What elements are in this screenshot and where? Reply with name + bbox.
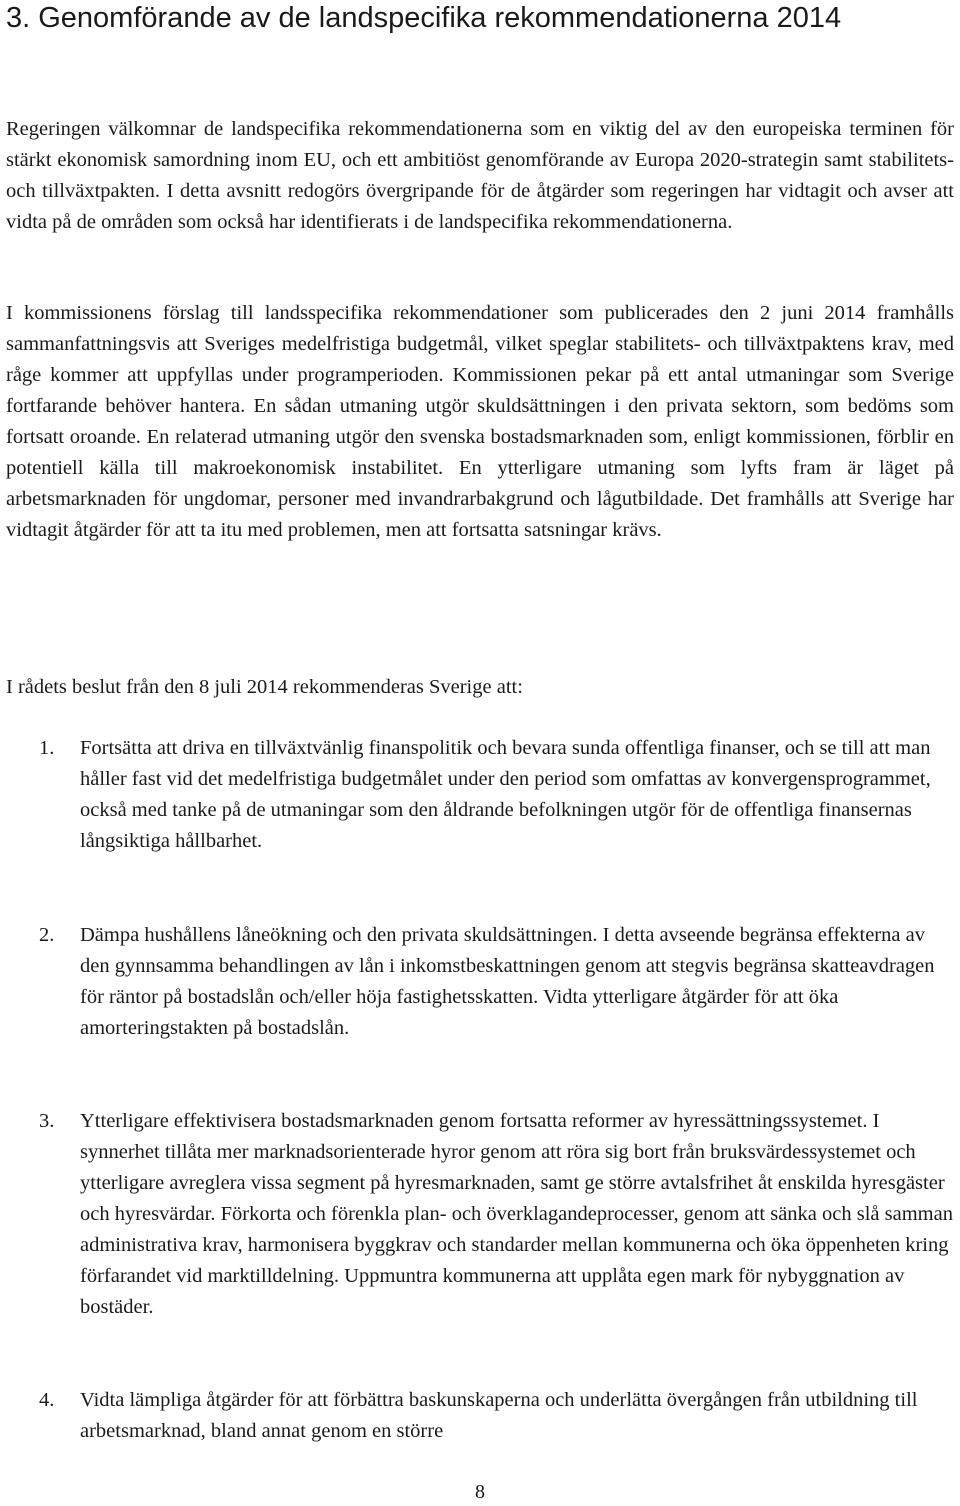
list-item-text: Vidta lämpliga åtgärder för att förbättra baskunskaperna och underlätta övergången från utbildning till arbetsmarknad, bland annat genom en större	[80, 1389, 918, 1442]
council-paragraph: I rådets beslut från den 8 juli 2014 rekommenderas Sverige att:	[6, 676, 523, 698]
list-item-text: Ytterligare effektivisera bostadsmarknaden genom fortsatta reformer av hyressättningssystemet. I synnerhet tillåta mer marknadsorienterade hyror genom att röra sig bort från bruksvärdessystemet och ytterligare avreglera vissa segment på hyresmarknaden, samt ge större avtalsfrihet åt enskilda hyresgäster och hyresvärdar. Förkorta och förenkla plan- och överklagandeprocesser, genom att sänka och slå samman administrativa krav, harmonisera byggkrav och standarder mellan kommunerna och öka öppenheten kring förfarandet vid marktilldelning. Uppmuntra kommunerna att upplåta egen mark för nybyggnation av bostäder.	[80, 1110, 953, 1318]
page-number: 8	[475, 1481, 485, 1503]
list-item-text: Fortsätta att driva en tillväxtvänlig finanspolitik och bevara sunda offentliga finanser, och se till att man håller fast vid det medelfristiga budgetmålet under den period som omfattas av konvergensprogrammet, också med tanke på de utmaningar som den åldrande befolkningen utgör för de offentliga finansernas långsiktiga hållbarhet.	[80, 737, 931, 852]
list-item-number: 4.	[39, 1389, 55, 1411]
list-item-text: Dämpa hushållens låneökning och den privata skuldsättningen. I detta avseende begränsa effekterna av den gynnsamma behandlingen av lån i inkomstbeskattningen genom att stegvis begränsa skatteavdragen för räntor på bostadslån och/eller höja fastighetsskatten. Vidta ytterligare åtgärder för att öka amorteringstakten på bostadslån.	[80, 924, 935, 1039]
list-item-number: 2.	[39, 924, 55, 946]
list-item-number: 3.	[39, 1110, 55, 1132]
list-item-number: 1.	[39, 737, 55, 759]
section-heading: 3. Genomförande av de landspecifika rekommendationerna 2014	[6, 2, 842, 34]
intro-paragraph: Regeringen välkomnar de landspecifika rekommendationerna som en viktig del av den europeiska terminen för stärkt ekonomisk samordning inom EU, och ett ambitiöst genomförande av Europa 2020-strategin samt stabilitets- och tillväxtpakten. I detta avsnitt redogörs övergripande för de åtgärder som regeringen har vidtagit och avser att vidta på de områden som också har identifierats i de landspecifika rekommendationerna.	[6, 118, 954, 233]
commission-paragraph: I kommissionens förslag till landsspecifika rekommendationer som publicerades den 2 juni 2014 framhålls sammanfattningsvis att Sveriges medelfristiga budgetmål, vilket speglar stabilitets- och tillväxtpaktens krav, med råge kommer att uppfyllas under programperioden. Kommissionen pekar på ett antal utmaningar som Sverige fortfarande behöver hantera. En sådan utmaning utgör skuldsättningen i den privata sektorn, som bedöms som fortsatt oroande. En relaterad utmaning utgör den svenska bostadsmarknaden som, enligt kommissionen, förblir en potentiell källa till makroekonomisk instabilitet. En ytterligare utmaning som lyfts fram är läget på arbetsmarknaden för ungdomar, personer med invandrarbakgrund och lågutbildade. Det framhålls att Sverige har vidtagit åtgärder för att ta itu med problemen, men att fortsatta satsningar krävs.	[6, 302, 954, 541]
